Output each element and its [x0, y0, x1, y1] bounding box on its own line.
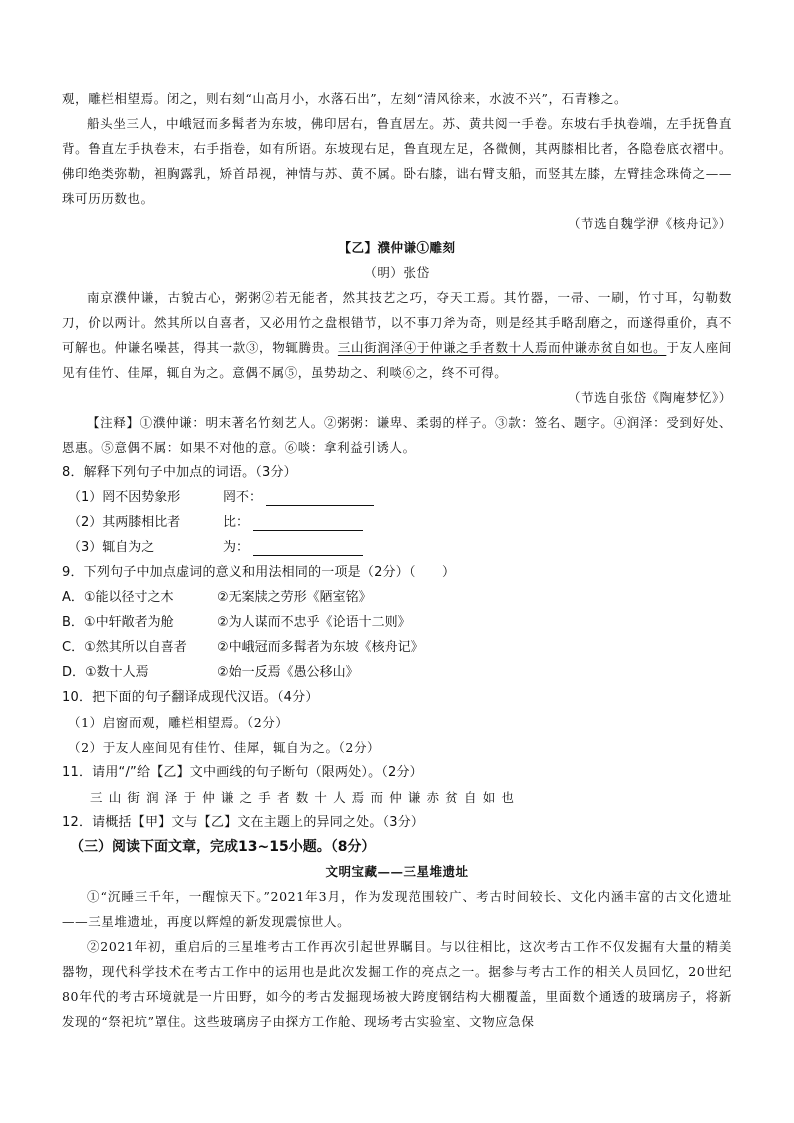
article-title: 文明宝藏——三星堆遗址	[325, 864, 469, 879]
question-8-stem: 8．解释下列句子中加点的词语。（3分）	[62, 465, 297, 480]
q8-sentence: （1）罔不因势象形	[68, 490, 181, 505]
question-12-stem: 12．请概括【甲】文与【乙】文在主题上的异同之处。（3分）	[62, 815, 425, 830]
article-paragraph-2: ②2021年初，重启后的三星堆考古工作再次引起世界瞩目。与以往相比，这次考古工作不仅发掘有大量的精美器物，现代科学技术在考古工作中的运用也是此次发掘工作的亮点之一。据参与考古工作的相关人员回忆，20世纪80年代的考古环境就是一片田野，如今的考古发掘现场被大跨度钢结构大棚覆盖，里面数个通透的玻璃房子，将新发现的“祭祀坑”罩住。这些玻璃房子由探方工作舱、现场考古实验室、文物应急保	[62, 939, 732, 1029]
q8-label: 罔不：	[223, 490, 263, 505]
yi-notes: 【注释】①濮仲谦：明末著名竹刻艺人。②粥粥：谦卑、柔弱的样子。③款：签名、题字。④润泽：受到好处、恩惠。⑤意偶不属：如果不对他的意。⑥啖：拿利益引诱人。	[62, 415, 732, 455]
question-10-stem: 10．把下面的句子翻译成现代汉语。（4分）	[62, 690, 319, 705]
yi-underlined-sentence: 三山街润泽④于仲谦之手者数十人焉而仲谦赤贫自如也。	[337, 340, 667, 355]
jia-paragraph-1: 观，雕栏相望焉。闭之，则右刻“山高月小，水落石出”，左刻“清风徐来，水波不兴”，石青糁之。	[62, 91, 628, 106]
yi-title: 【乙】濮仲谦①雕刻	[338, 240, 456, 255]
jia-paragraph-2: 船头坐三人，中峨冠而多髯者为东坡，佛印居右，鲁直居左。苏、黄共阅一手卷。东坡右手执卷端，左手抚鲁直背。鲁直左手执卷末，右手指卷，如有所语。东坡现右足，鲁直现左足，各微侧，其两膝相比者，各隐卷底衣褶中。佛印绝类弥勒，袒胸露乳，矫首昂视，神情与苏、黄不属。卧右膝，诎右臂支船，而竖其左膝，左臂挂念珠倚之——珠可历历数也。	[62, 116, 732, 206]
q9-option-c: C．①然其所以自喜者 ②中峨冠而多髯者为东坡《核舟记》	[62, 640, 424, 655]
yi-source: （节选自张岱《陶庵梦忆》）	[567, 390, 732, 405]
q8-item	[62, 535, 732, 560]
question-9-stem: 9．下列句子中加点虚词的意义和用法相同的一项是（2分）（ ）	[62, 565, 456, 580]
answer-blank[interactable]	[266, 489, 374, 506]
q10-sentence-2: （2）于友人座间见有佳竹、佳犀，辄自为之。（2分）	[68, 740, 381, 755]
exam-page	[62, 86, 732, 1034]
yi-text-after: 于友人座间见有佳竹、佳犀，辄自为之。意偶不属⑤，虽势劫之、利啖⑥之，终不可得。	[62, 340, 732, 380]
q8-label: 比：	[223, 515, 250, 530]
yi-text-before: 南京濮仲谦，古貌古心，粥粥②若无能者，然其技艺之巧，夺天工焉。其竹器，一帚、一刷，竹寸耳，勾勒数刀，价以两计。然其所以自喜者，又必用竹之盘根错节，以不事刀斧为奇，则是经其手略刮磨之，而遂得重价，真不可解也。仲谦名噪甚，得其一款③，物辄腾贵。	[62, 290, 732, 355]
answer-blank[interactable]	[253, 514, 363, 531]
q9-option-a: A．①能以径寸之木 ②无案牍之劳形《陋室铭》	[62, 590, 372, 605]
answer-blank[interactable]	[253, 539, 363, 556]
question-11-stem: 11．请用“/”给【乙】文中画线的句子断句（限两处）。（2分）	[62, 765, 423, 780]
q8-item	[62, 485, 732, 510]
article-paragraph-1: ①“沉睡三千年，一醒惊天下。”2021年3月，作为发现范围较广、考古时间较长、文化内涵丰富的古文化遗址——三星堆遗址，再度以辉煌的新发现震惊世人。	[62, 889, 732, 929]
q9-option-d: D．①数十人焉 ②始一反焉《愚公移山》	[62, 665, 359, 680]
q9-option-b: B．①中轩敞者为舱 ②为人谋而不忠乎《论语十二则》	[62, 615, 411, 630]
q8-sentence: （2）其两膝相比者	[68, 515, 181, 530]
section-3-heading: （三）阅读下面文章，完成13~15小题。（8分）	[70, 839, 376, 855]
q8-label: 为：	[223, 540, 250, 555]
q10-sentence-1: （1）启窗而观，雕栏相望焉。（2分）	[68, 715, 289, 730]
yi-author: （明）张岱	[364, 265, 430, 280]
q8-sentence: （3）辄自为之	[68, 540, 155, 555]
q8-item	[62, 510, 732, 535]
jia-source: （节选自魏学洢《核舟记》）	[567, 216, 732, 231]
q11-sentence: 三山街润泽于仲谦之手者数十人焉而仲谦赤贫自如也	[90, 790, 521, 805]
yi-paragraph	[62, 285, 732, 385]
